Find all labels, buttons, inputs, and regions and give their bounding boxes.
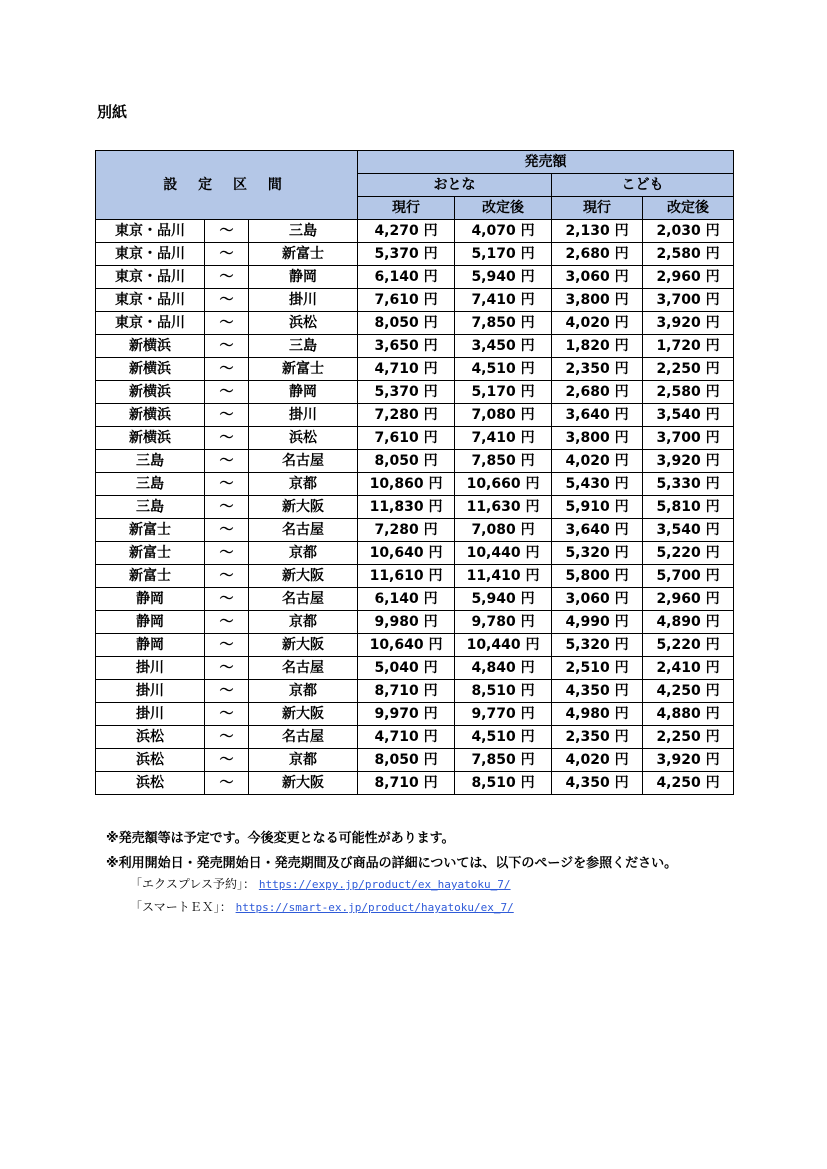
table-row bbox=[96, 519, 734, 542]
cell-adult-current: 4,710 円 bbox=[358, 726, 455, 749]
fare-table-body bbox=[96, 220, 734, 795]
table-row bbox=[96, 657, 734, 680]
cell-adult-revised: 7,850 円 bbox=[455, 749, 552, 772]
cell-from: 新横浜 bbox=[96, 358, 205, 381]
cell-child-revised: 3,920 円 bbox=[643, 450, 734, 473]
cell-from: 浜松 bbox=[96, 749, 205, 772]
link-express-url[interactable]: https://expy.jp/product/ex_hayatoku_7/ bbox=[258, 878, 511, 891]
cell-to: 京都 bbox=[249, 680, 358, 703]
cell-adult-current: 6,140 円 bbox=[358, 266, 455, 289]
cell-to: 静岡 bbox=[249, 266, 358, 289]
cell-from: 新横浜 bbox=[96, 335, 205, 358]
cell-sep: ～ bbox=[205, 243, 249, 266]
cell-adult-current: 9,970 円 bbox=[358, 703, 455, 726]
table-row bbox=[96, 243, 734, 266]
cell-sep: ～ bbox=[205, 450, 249, 473]
table-row bbox=[96, 565, 734, 588]
cell-from: 新富士 bbox=[96, 565, 205, 588]
cell-child-revised: 2,960 円 bbox=[643, 588, 734, 611]
cell-to: 浜松 bbox=[249, 312, 358, 335]
table-row bbox=[96, 473, 734, 496]
cell-from: 三島 bbox=[96, 450, 205, 473]
cell-child-revised: 3,700 円 bbox=[643, 427, 734, 450]
cell-child-current: 4,990 円 bbox=[552, 611, 643, 634]
cell-child-revised: 5,220 円 bbox=[643, 542, 734, 565]
cell-from: 新横浜 bbox=[96, 427, 205, 450]
cell-child-current: 3,060 円 bbox=[552, 266, 643, 289]
cell-to: 新大阪 bbox=[249, 496, 358, 519]
note-details: ※利用開始日・発売開始日・発売期間及び商品の詳細については、以下のページを参照ください。 bbox=[106, 856, 678, 871]
cell-child-revised: 4,890 円 bbox=[643, 611, 734, 634]
cell-to: 新富士 bbox=[249, 358, 358, 381]
cell-child-current: 2,680 円 bbox=[552, 243, 643, 266]
cell-child-revised: 3,540 円 bbox=[643, 404, 734, 427]
cell-child-revised: 3,700 円 bbox=[643, 289, 734, 312]
cell-child-current: 4,020 円 bbox=[552, 312, 643, 335]
cell-from: 東京・品川 bbox=[96, 312, 205, 335]
cell-from: 東京・品川 bbox=[96, 266, 205, 289]
cell-adult-current: 8,710 円 bbox=[358, 680, 455, 703]
cell-child-revised: 4,250 円 bbox=[643, 680, 734, 703]
table-row bbox=[96, 588, 734, 611]
header-section: 設 定 区 間 bbox=[96, 151, 358, 220]
cell-sep: ～ bbox=[205, 542, 249, 565]
cell-child-current: 5,800 円 bbox=[552, 565, 643, 588]
cell-to: 名古屋 bbox=[249, 450, 358, 473]
cell-from: 掛川 bbox=[96, 680, 205, 703]
cell-adult-current: 8,710 円 bbox=[358, 772, 455, 795]
cell-child-revised: 2,580 円 bbox=[643, 243, 734, 266]
cell-from: 掛川 bbox=[96, 703, 205, 726]
note-schedule: ※発売額等は予定です。今後変更となる可能性があります。 bbox=[106, 831, 455, 846]
cell-to: 浜松 bbox=[249, 427, 358, 450]
cell-sep: ～ bbox=[205, 565, 249, 588]
cell-adult-current: 7,610 円 bbox=[358, 289, 455, 312]
cell-adult-current: 5,040 円 bbox=[358, 657, 455, 680]
cell-to: 名古屋 bbox=[249, 588, 358, 611]
cell-sep: ～ bbox=[205, 519, 249, 542]
cell-from: 新富士 bbox=[96, 519, 205, 542]
link-line-smartex bbox=[130, 898, 514, 915]
cell-child-revised: 5,220 円 bbox=[643, 634, 734, 657]
cell-from: 三島 bbox=[96, 473, 205, 496]
cell-adult-revised: 7,850 円 bbox=[455, 312, 552, 335]
cell-child-revised: 2,410 円 bbox=[643, 657, 734, 680]
link-express-label: 「エクスプレス予約」： bbox=[130, 877, 256, 891]
cell-child-revised: 2,960 円 bbox=[643, 266, 734, 289]
cell-from: 東京・品川 bbox=[96, 220, 205, 243]
cell-adult-revised: 4,070 円 bbox=[455, 220, 552, 243]
cell-adult-current: 7,610 円 bbox=[358, 427, 455, 450]
cell-child-revised: 2,580 円 bbox=[643, 381, 734, 404]
cell-child-current: 2,350 円 bbox=[552, 358, 643, 381]
table-row bbox=[96, 726, 734, 749]
cell-to: 掛川 bbox=[249, 289, 358, 312]
cell-adult-revised: 4,510 円 bbox=[455, 358, 552, 381]
cell-child-current: 2,350 円 bbox=[552, 726, 643, 749]
table-row bbox=[96, 749, 734, 772]
cell-child-current: 4,350 円 bbox=[552, 680, 643, 703]
cell-to: 新大阪 bbox=[249, 565, 358, 588]
cell-adult-current: 3,650 円 bbox=[358, 335, 455, 358]
cell-adult-revised: 10,440 円 bbox=[455, 634, 552, 657]
header-child: こども bbox=[552, 174, 734, 197]
cell-from: 掛川 bbox=[96, 657, 205, 680]
cell-sep: ～ bbox=[205, 404, 249, 427]
cell-child-current: 5,320 円 bbox=[552, 634, 643, 657]
cell-from: 静岡 bbox=[96, 588, 205, 611]
cell-adult-revised: 3,450 円 bbox=[455, 335, 552, 358]
cell-child-current: 2,510 円 bbox=[552, 657, 643, 680]
cell-to: 京都 bbox=[249, 611, 358, 634]
cell-adult-current: 8,050 円 bbox=[358, 312, 455, 335]
cell-sep: ～ bbox=[205, 335, 249, 358]
cell-child-revised: 5,330 円 bbox=[643, 473, 734, 496]
cell-child-current: 3,640 円 bbox=[552, 404, 643, 427]
cell-to: 新富士 bbox=[249, 243, 358, 266]
cell-child-current: 5,430 円 bbox=[552, 473, 643, 496]
cell-sep: ～ bbox=[205, 220, 249, 243]
cell-from: 静岡 bbox=[96, 634, 205, 657]
cell-to: 三島 bbox=[249, 335, 358, 358]
cell-adult-current: 11,830 円 bbox=[358, 496, 455, 519]
table-row bbox=[96, 680, 734, 703]
cell-child-revised: 2,250 円 bbox=[643, 358, 734, 381]
cell-to: 京都 bbox=[249, 473, 358, 496]
cell-child-revised: 5,700 円 bbox=[643, 565, 734, 588]
cell-from: 新富士 bbox=[96, 542, 205, 565]
cell-adult-revised: 7,080 円 bbox=[455, 519, 552, 542]
cell-to: 新大阪 bbox=[249, 772, 358, 795]
cell-sep: ～ bbox=[205, 703, 249, 726]
cell-sep: ～ bbox=[205, 266, 249, 289]
cell-child-current: 4,980 円 bbox=[552, 703, 643, 726]
cell-adult-revised: 10,440 円 bbox=[455, 542, 552, 565]
cell-adult-revised: 8,510 円 bbox=[455, 772, 552, 795]
cell-adult-current: 11,610 円 bbox=[358, 565, 455, 588]
header-adult-current: 現行 bbox=[358, 197, 455, 220]
cell-sep: ～ bbox=[205, 611, 249, 634]
cell-from: 東京・品川 bbox=[96, 289, 205, 312]
cell-adult-current: 10,640 円 bbox=[358, 634, 455, 657]
cell-child-revised: 3,920 円 bbox=[643, 312, 734, 335]
cell-from: 新横浜 bbox=[96, 381, 205, 404]
header-child-current: 現行 bbox=[552, 197, 643, 220]
cell-child-revised: 3,540 円 bbox=[643, 519, 734, 542]
cell-adult-current: 8,050 円 bbox=[358, 450, 455, 473]
cell-from: 東京・品川 bbox=[96, 243, 205, 266]
cell-adult-current: 9,980 円 bbox=[358, 611, 455, 634]
cell-to: 新大阪 bbox=[249, 634, 358, 657]
link-smartex-label: 「スマートＥＸ」： bbox=[130, 900, 232, 914]
table-row bbox=[96, 611, 734, 634]
cell-child-current: 2,130 円 bbox=[552, 220, 643, 243]
cell-adult-revised: 11,410 円 bbox=[455, 565, 552, 588]
cell-child-revised: 4,880 円 bbox=[643, 703, 734, 726]
page-label: 別紙 bbox=[97, 103, 128, 121]
cell-sep: ～ bbox=[205, 289, 249, 312]
header-price: 発売額 bbox=[358, 151, 734, 174]
header-adult-revised: 改定後 bbox=[455, 197, 552, 220]
table-row bbox=[96, 266, 734, 289]
cell-child-revised: 2,250 円 bbox=[643, 726, 734, 749]
cell-to: 名古屋 bbox=[249, 519, 358, 542]
cell-adult-revised: 9,770 円 bbox=[455, 703, 552, 726]
table-row bbox=[96, 335, 734, 358]
cell-child-revised: 4,250 円 bbox=[643, 772, 734, 795]
cell-child-current: 1,820 円 bbox=[552, 335, 643, 358]
cell-adult-revised: 7,850 円 bbox=[455, 450, 552, 473]
cell-child-current: 4,020 円 bbox=[552, 749, 643, 772]
cell-sep: ～ bbox=[205, 680, 249, 703]
table-row bbox=[96, 427, 734, 450]
cell-child-revised: 2,030 円 bbox=[643, 220, 734, 243]
cell-adult-current: 10,640 円 bbox=[358, 542, 455, 565]
cell-sep: ～ bbox=[205, 358, 249, 381]
cell-adult-current: 10,860 円 bbox=[358, 473, 455, 496]
cell-adult-current: 4,270 円 bbox=[358, 220, 455, 243]
cell-child-current: 2,680 円 bbox=[552, 381, 643, 404]
cell-adult-revised: 10,660 円 bbox=[455, 473, 552, 496]
cell-to: 京都 bbox=[249, 749, 358, 772]
table-row bbox=[96, 220, 734, 243]
cell-adult-current: 4,710 円 bbox=[358, 358, 455, 381]
cell-adult-revised: 4,840 円 bbox=[455, 657, 552, 680]
cell-from: 浜松 bbox=[96, 726, 205, 749]
table-row bbox=[96, 634, 734, 657]
cell-child-current: 4,350 円 bbox=[552, 772, 643, 795]
cell-child-current: 5,910 円 bbox=[552, 496, 643, 519]
cell-adult-current: 7,280 円 bbox=[358, 404, 455, 427]
cell-sep: ～ bbox=[205, 657, 249, 680]
cell-child-current: 5,320 円 bbox=[552, 542, 643, 565]
cell-child-current: 4,020 円 bbox=[552, 450, 643, 473]
header-child-revised: 改定後 bbox=[643, 197, 734, 220]
cell-sep: ～ bbox=[205, 381, 249, 404]
cell-adult-revised: 7,080 円 bbox=[455, 404, 552, 427]
cell-adult-revised: 9,780 円 bbox=[455, 611, 552, 634]
cell-adult-revised: 5,940 円 bbox=[455, 588, 552, 611]
cell-from: 三島 bbox=[96, 496, 205, 519]
cell-sep: ～ bbox=[205, 772, 249, 795]
table-row bbox=[96, 404, 734, 427]
cell-adult-current: 6,140 円 bbox=[358, 588, 455, 611]
fare-table bbox=[95, 150, 734, 795]
cell-child-revised: 3,920 円 bbox=[643, 749, 734, 772]
cell-adult-revised: 7,410 円 bbox=[455, 289, 552, 312]
cell-to: 名古屋 bbox=[249, 726, 358, 749]
cell-sep: ～ bbox=[205, 496, 249, 519]
cell-adult-current: 5,370 円 bbox=[358, 243, 455, 266]
link-smartex-url[interactable]: https://smart-ex.jp/product/hayatoku/ex_7/ bbox=[235, 901, 514, 914]
cell-adult-revised: 7,410 円 bbox=[455, 427, 552, 450]
cell-to: 三島 bbox=[249, 220, 358, 243]
cell-from: 新横浜 bbox=[96, 404, 205, 427]
cell-adult-current: 5,370 円 bbox=[358, 381, 455, 404]
table-row bbox=[96, 450, 734, 473]
cell-child-current: 3,800 円 bbox=[552, 427, 643, 450]
cell-adult-revised: 5,170 円 bbox=[455, 243, 552, 266]
table-row bbox=[96, 542, 734, 565]
link-line-express bbox=[130, 875, 511, 892]
cell-child-revised: 5,810 円 bbox=[643, 496, 734, 519]
cell-child-current: 3,640 円 bbox=[552, 519, 643, 542]
cell-adult-revised: 8,510 円 bbox=[455, 680, 552, 703]
header-adult: おとな bbox=[358, 174, 552, 197]
table-row bbox=[96, 703, 734, 726]
table-row bbox=[96, 772, 734, 795]
cell-sep: ～ bbox=[205, 749, 249, 772]
cell-adult-revised: 4,510 円 bbox=[455, 726, 552, 749]
cell-adult-current: 7,280 円 bbox=[358, 519, 455, 542]
cell-to: 新大阪 bbox=[249, 703, 358, 726]
cell-adult-revised: 11,630 円 bbox=[455, 496, 552, 519]
cell-to: 名古屋 bbox=[249, 657, 358, 680]
cell-adult-revised: 5,170 円 bbox=[455, 381, 552, 404]
table-row bbox=[96, 496, 734, 519]
cell-child-revised: 1,720 円 bbox=[643, 335, 734, 358]
cell-from: 静岡 bbox=[96, 611, 205, 634]
table-row bbox=[96, 358, 734, 381]
table-row bbox=[96, 289, 734, 312]
cell-sep: ～ bbox=[205, 312, 249, 335]
cell-child-current: 3,060 円 bbox=[552, 588, 643, 611]
cell-from: 浜松 bbox=[96, 772, 205, 795]
cell-to: 掛川 bbox=[249, 404, 358, 427]
cell-child-current: 3,800 円 bbox=[552, 289, 643, 312]
cell-adult-revised: 5,940 円 bbox=[455, 266, 552, 289]
cell-adult-current: 8,050 円 bbox=[358, 749, 455, 772]
cell-sep: ～ bbox=[205, 634, 249, 657]
cell-to: 静岡 bbox=[249, 381, 358, 404]
cell-to: 京都 bbox=[249, 542, 358, 565]
cell-sep: ～ bbox=[205, 473, 249, 496]
table-row bbox=[96, 381, 734, 404]
cell-sep: ～ bbox=[205, 588, 249, 611]
cell-sep: ～ bbox=[205, 726, 249, 749]
table-row bbox=[96, 312, 734, 335]
cell-sep: ～ bbox=[205, 427, 249, 450]
